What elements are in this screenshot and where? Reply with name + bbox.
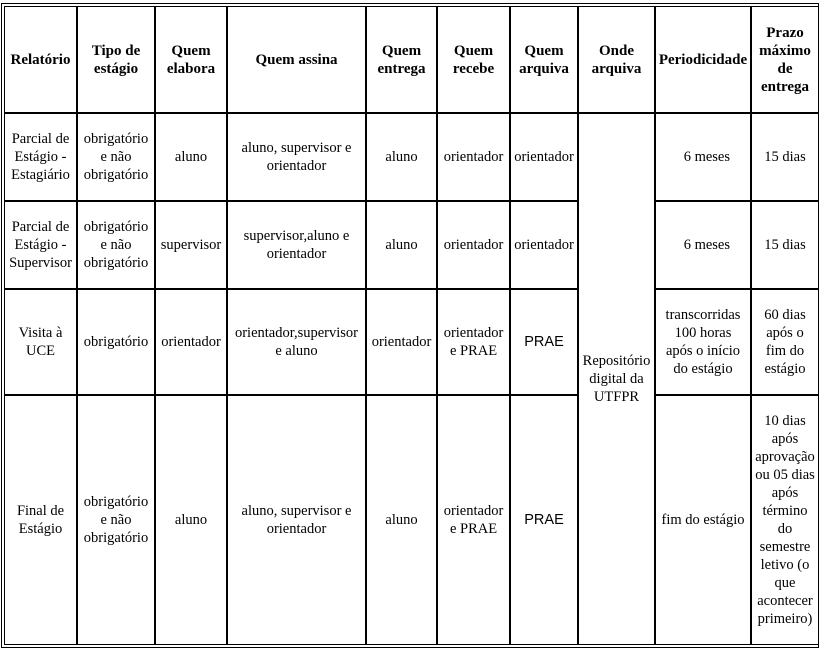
row4-relatorio: Final de Estágio [16,503,65,537]
row1-arquiva: orientador [514,149,574,165]
header-quem-elabora: Quem elabora [166,42,216,77]
header-prazo: Prazo máximo de entrega [759,24,811,95]
row1-periodicidade: 6 meses [683,149,730,165]
header-quem-arquiva: Quem arquiva [519,42,569,77]
onde-arquiva-merged-cell: Repositório digital da UTFPR [582,353,651,405]
row2-relatorio: Parcial de Estágio - Supervisor [9,219,72,271]
row4-arquiva: PRAE [524,512,564,528]
header-periodicidade: Periodicidade [658,51,748,68]
row4-tipo: obrigatório e não obrigatório [83,494,149,546]
row3-elabora: orientador [161,334,221,350]
row3-arquiva: PRAE [524,334,564,350]
row3-entrega: orientador [371,334,432,350]
row3-periodicidade: transcorridas 100 horas após o início do estágio [665,307,741,377]
row1-entrega: aluno [385,149,418,165]
header-quem-entrega: Quem entrega [377,42,426,77]
row2-recebe: orientador [443,237,504,253]
row4-assina: aluno, supervisor e orientador [241,503,352,537]
header-tipo-estagio: Tipo de estágio [91,42,141,77]
row1-prazo: 15 dias [764,149,806,165]
row2-tipo: obrigatório e não obrigatório [83,219,149,271]
row1-tipo: obrigatório e não obrigatório [83,131,149,183]
header-quem-assina: Quem assina [255,51,338,68]
row2-arquiva: orientador [514,237,574,253]
row3-recebe: orientador e PRAE [443,325,504,359]
row1-relatorio: Parcial de Estágio - Estagiário [11,131,70,183]
row2-assina: supervisor,aluno e orientador [243,228,350,262]
row2-entrega: aluno [385,237,418,253]
header-onde-arquiva: Onde arquiva [591,42,642,77]
row3-relatorio: Visita à UCE [18,325,63,359]
header-relatorio: Relatório [10,51,71,68]
row1-recebe: orientador [443,149,504,165]
row4-elabora: aluno [174,512,208,528]
row2-elabora: supervisor [160,237,222,253]
header-quem-recebe: Quem recebe [452,42,495,77]
row2-prazo: 15 dias [764,237,806,253]
row3-tipo: obrigatório [83,334,149,350]
row3-prazo: 60 dias após o fim do estágio [764,307,806,377]
row4-periodicidade: fim do estágio [661,512,745,528]
row1-elabora: aluno [174,149,208,165]
row1-assina: aluno, supervisor e orientador [241,140,352,174]
row3-assina: orientador,supervisor e aluno [234,325,359,359]
row4-entrega: aluno [385,512,418,528]
row4-recebe: orientador e PRAE [443,503,504,537]
row4-prazo: 10 dias após aprovação ou 05 dias após término do semestre letivo (o que acontecer primeiro) [755,413,815,627]
row2-periodicidade: 6 meses [683,237,730,253]
